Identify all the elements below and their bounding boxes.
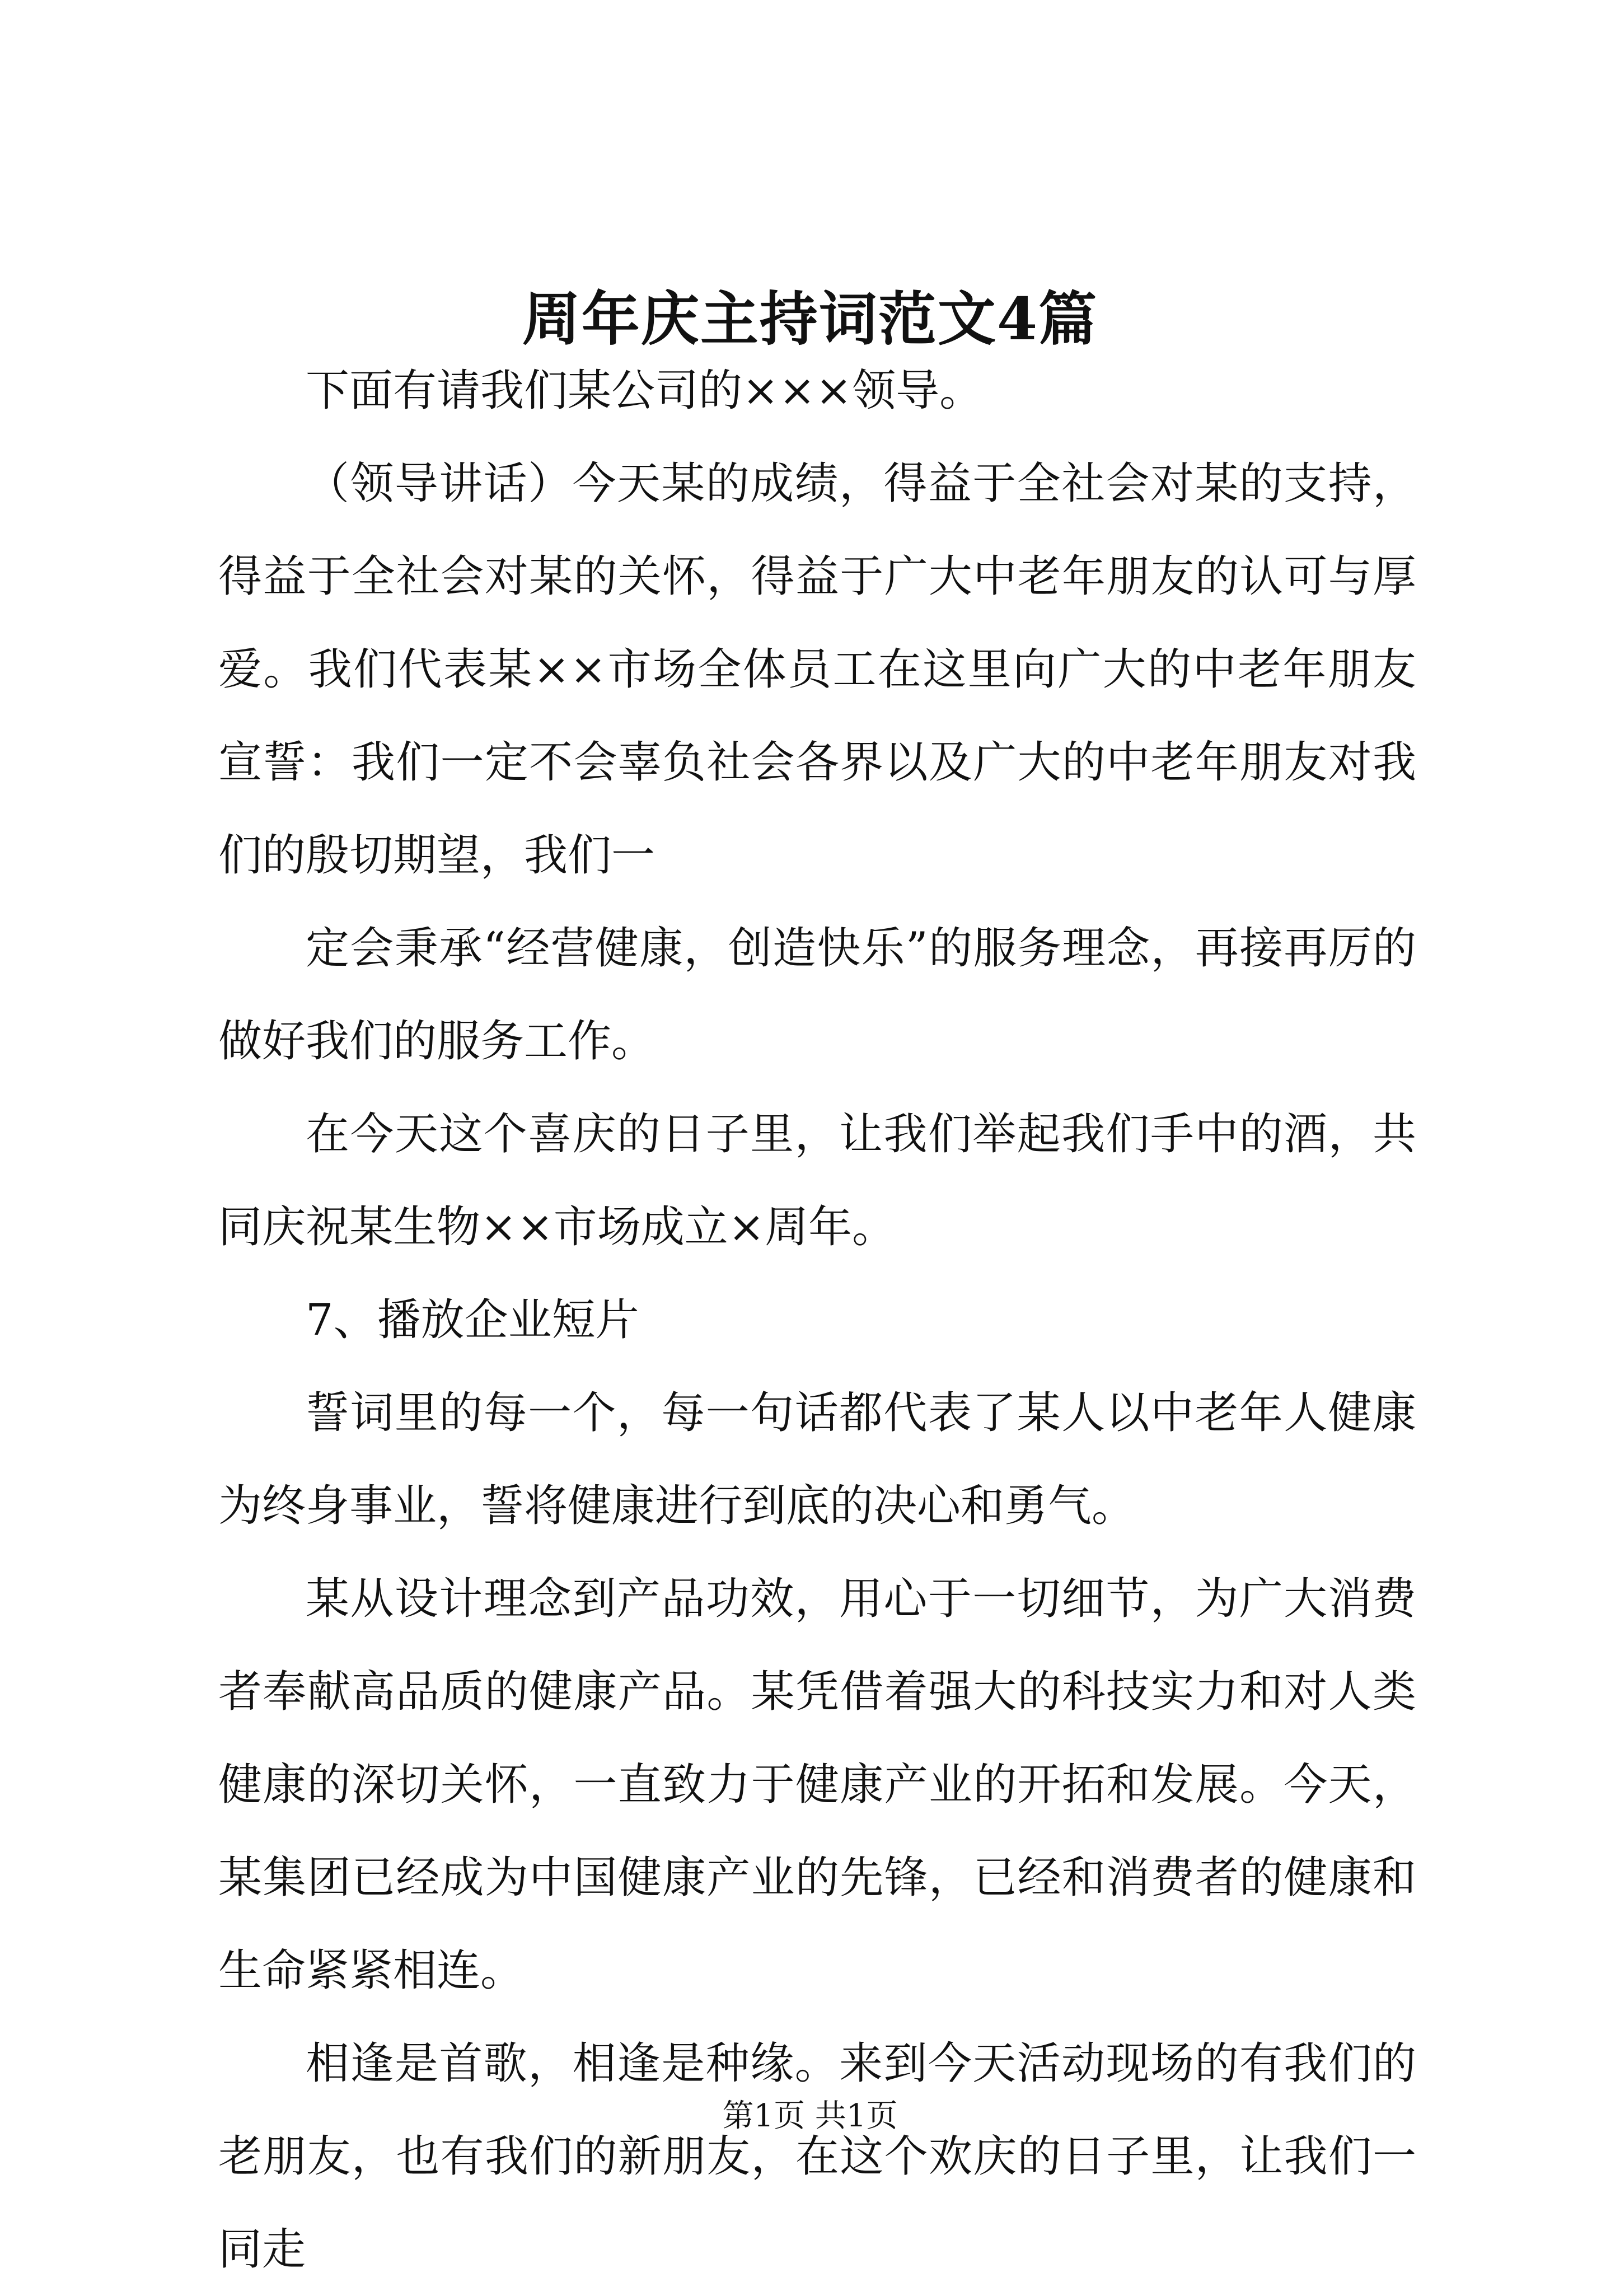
- page-footer: 第1页 共1页: [722, 2098, 898, 2134]
- paragraph-7: 某从设计理念到产品功效，用心于一切细节，为广大消费者奉献高品质的健康产品。某凭借着强大的科技实力和对人类健康的深切关怀，一直致力于健康产业的开拓和发展。今天，某集团已经成为中国健康产业的先锋，已经和消费者的健康和生命紧紧相连。: [218, 1574, 1416, 1996]
- paragraph-1: 下面有请我们某公司的×××领导。: [306, 366, 984, 416]
- paragraph-8: 相逢是首歌，相逢是种缘。来到今天活动现场的有我们的老朋友，也有我们的新朋友，在这个欢庆的日子里，让我们一同走: [218, 2038, 1416, 2275]
- document-title: 周年庆主持词范文4篇: [522, 284, 1098, 353]
- paragraph-3: 定会秉承“经营健康，创造快乐”的服务理念，再接再厉的做好我们的服务工作。: [218, 923, 1416, 1067]
- paragraph-5: 7、播放企业短片: [306, 1295, 639, 1345]
- paragraph-4: 在今天这个喜庆的日子里，让我们举起我们手中的酒，共同庆祝某生物××市场成立×周年。: [218, 1109, 1416, 1252]
- paragraph-2: （领导讲话）今天某的成绩，得益于全社会对某的支持，得益于全社会对某的关怀，得益于广大中老年朋友的认可与厚爱。我们代表某××市场全体员工在这里向广大的中老年朋友宣誓：我们一定不会辜负社会各界以及广大的中老年朋友对我们的殷切期望，我们一: [218, 459, 1416, 881]
- document-body: [218, 344, 1416, 2296]
- paragraph-6: 誓词里的每一个，每一句话都代表了某人以中老年人健康为终身事业，誓将健康进行到底的决心和勇气。: [218, 1388, 1416, 1531]
